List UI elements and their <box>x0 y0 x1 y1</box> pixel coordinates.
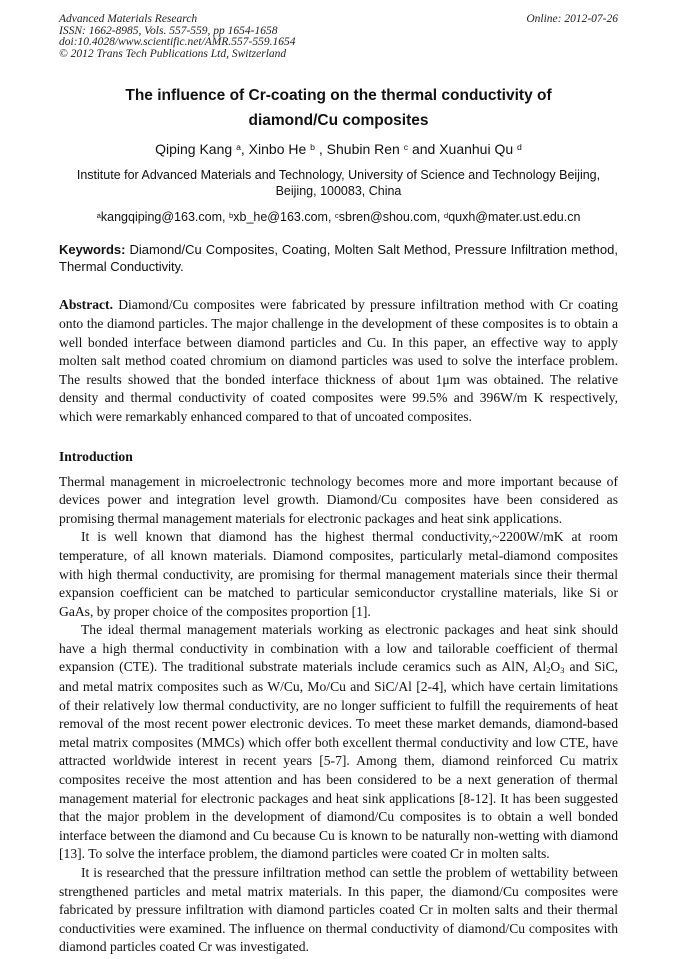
body-paragraph: Thermal management in microelectronic technology becomes more and more important because of devices power and integration level growth. Diamond/Cu composites have been considered as promising thermal management materials for electronic packages and heat sink applications. <box>59 473 618 526</box>
body-paragraph: It is researched that the pressure infiltration method can settle the problem of wettability between strengthened particles and metal matrix materials. In this paper, the diamond/Cu composites were fabricated by pressure infiltration with diamond particles coated Cr in molten salts and their thermal conductivities were examined. The influence on thermal conductivity of diamond/Cu composites with diamond particles coated Cr was investigated. <box>59 865 618 955</box>
doi-line: doi:10.4028/www.scientific.net/AMR.557-559.1654 <box>59 36 296 49</box>
paper-title-line-1: The influence of Cr-coating on the thermal conductivity of <box>125 87 552 105</box>
keywords-block: Keywords: Diamond/Cu Composites, Coating, Molten Salt Method, Pressure Infiltration method, Thermal Conductivity. <box>59 242 618 274</box>
body-paragraph: The ideal thermal management materials working as electronic packages and heat sink should have a high thermal conductivity in combination with a low and tailorable coefficient of thermal expansion (CTE). The traditional substrate materials include ceramics such as AlN, $Al_2O_3$ and SiC, and metal matrix composites such as W/Cu, Mo/Cu and SiC/Al [2-4], which have certain limitations of their relatively low thermal conductivity, are no longer sufficient to fulfill the requirements of heat removal of the most recent power electronic devices. To meet these market demands, diamond-based metal matrix composites (MMCs) which offer both excellent thermal conductivity and low CTE, have attracted worldwide interest in recent years [5-7]. Among them, diamond reinforced Cu matrix composites receive the most attention and has been considered to be a next generation of thermal management material for electronic packages and heat sink applications [8-12]. It has been suggested that the major problem in the development of diamond/Cu composites is to obtain a well bonded interface between the diamond and Cu because Cu is known to be naturally non-wetting with diamond [13]. To solve the interface problem, the diamond particles were coated Cr in molten salts. <box>59 622 619 862</box>
affiliation-line-2: Beijing, 100083, China <box>275 183 402 198</box>
journal-name: Advanced Materials Research <box>59 13 198 25</box>
paper-title-line-2: diamond/Cu composites <box>248 112 429 130</box>
introduction-paragraphs <box>59 473 618 957</box>
journal-header <box>59 14 618 60</box>
author-emails: $^a$kangqiping@163.com, $^b$xb_he@163.com, $^c$sbren@shou.com, $^d$quxh@mater.ust.edu.cn <box>96 210 581 225</box>
affiliation <box>59 168 618 199</box>
introduction-heading: Introduction <box>59 448 133 464</box>
authors-line: Qiping Kang $^a$, Xinbo He $^b$ , Shubin Ren $^c$ and Xuanhui Qu $^d$ <box>155 141 522 158</box>
copyright-line: © 2012 Trans Tech Publications Ltd, Switzerland <box>59 47 287 60</box>
body-paragraph: It is well known that diamond has the highest thermal conductivity,~2200W/mK at room temperature, of all known materials. Diamond composites, particularly metal-diamond composites with high thermal conductivity, are promising for thermal management materials since their thermal expansion coefficient can be matched to particular semiconductor crystalline materials, like Si or GaAs, by proper choice of the composites proportion [1]. <box>59 529 618 619</box>
affiliation-line-1: Institute for Advanced Materials and Technology, University of Science and Technology Beijing, <box>76 168 601 183</box>
abstract-block: Abstract. Diamond/Cu composites were fabricated by pressure infiltration method with Cr coating onto the diamond particles. The major challenge in the development of these composites is to obtain a well bonded interface between diamond particles and Cu. In this paper, an effective way to apply molten salt method coated chromium on diamond particles was used to solve the interface problem. The results showed that the bonded interface thickness of about 1μm was obtained. The relative density and thermal conductivity of coated composites were 99.5% and 396W/m K respectively, which were remarkably enhanced compared to that of uncoated composites. <box>59 297 618 424</box>
journal-header-left <box>59 14 295 60</box>
online-date: Online: 2012-07-26 <box>526 13 618 25</box>
paper-title <box>59 83 618 133</box>
issn-line: ISSN: 1662-8985, Vols. 557-559, pp 1654-1658 <box>59 24 278 37</box>
